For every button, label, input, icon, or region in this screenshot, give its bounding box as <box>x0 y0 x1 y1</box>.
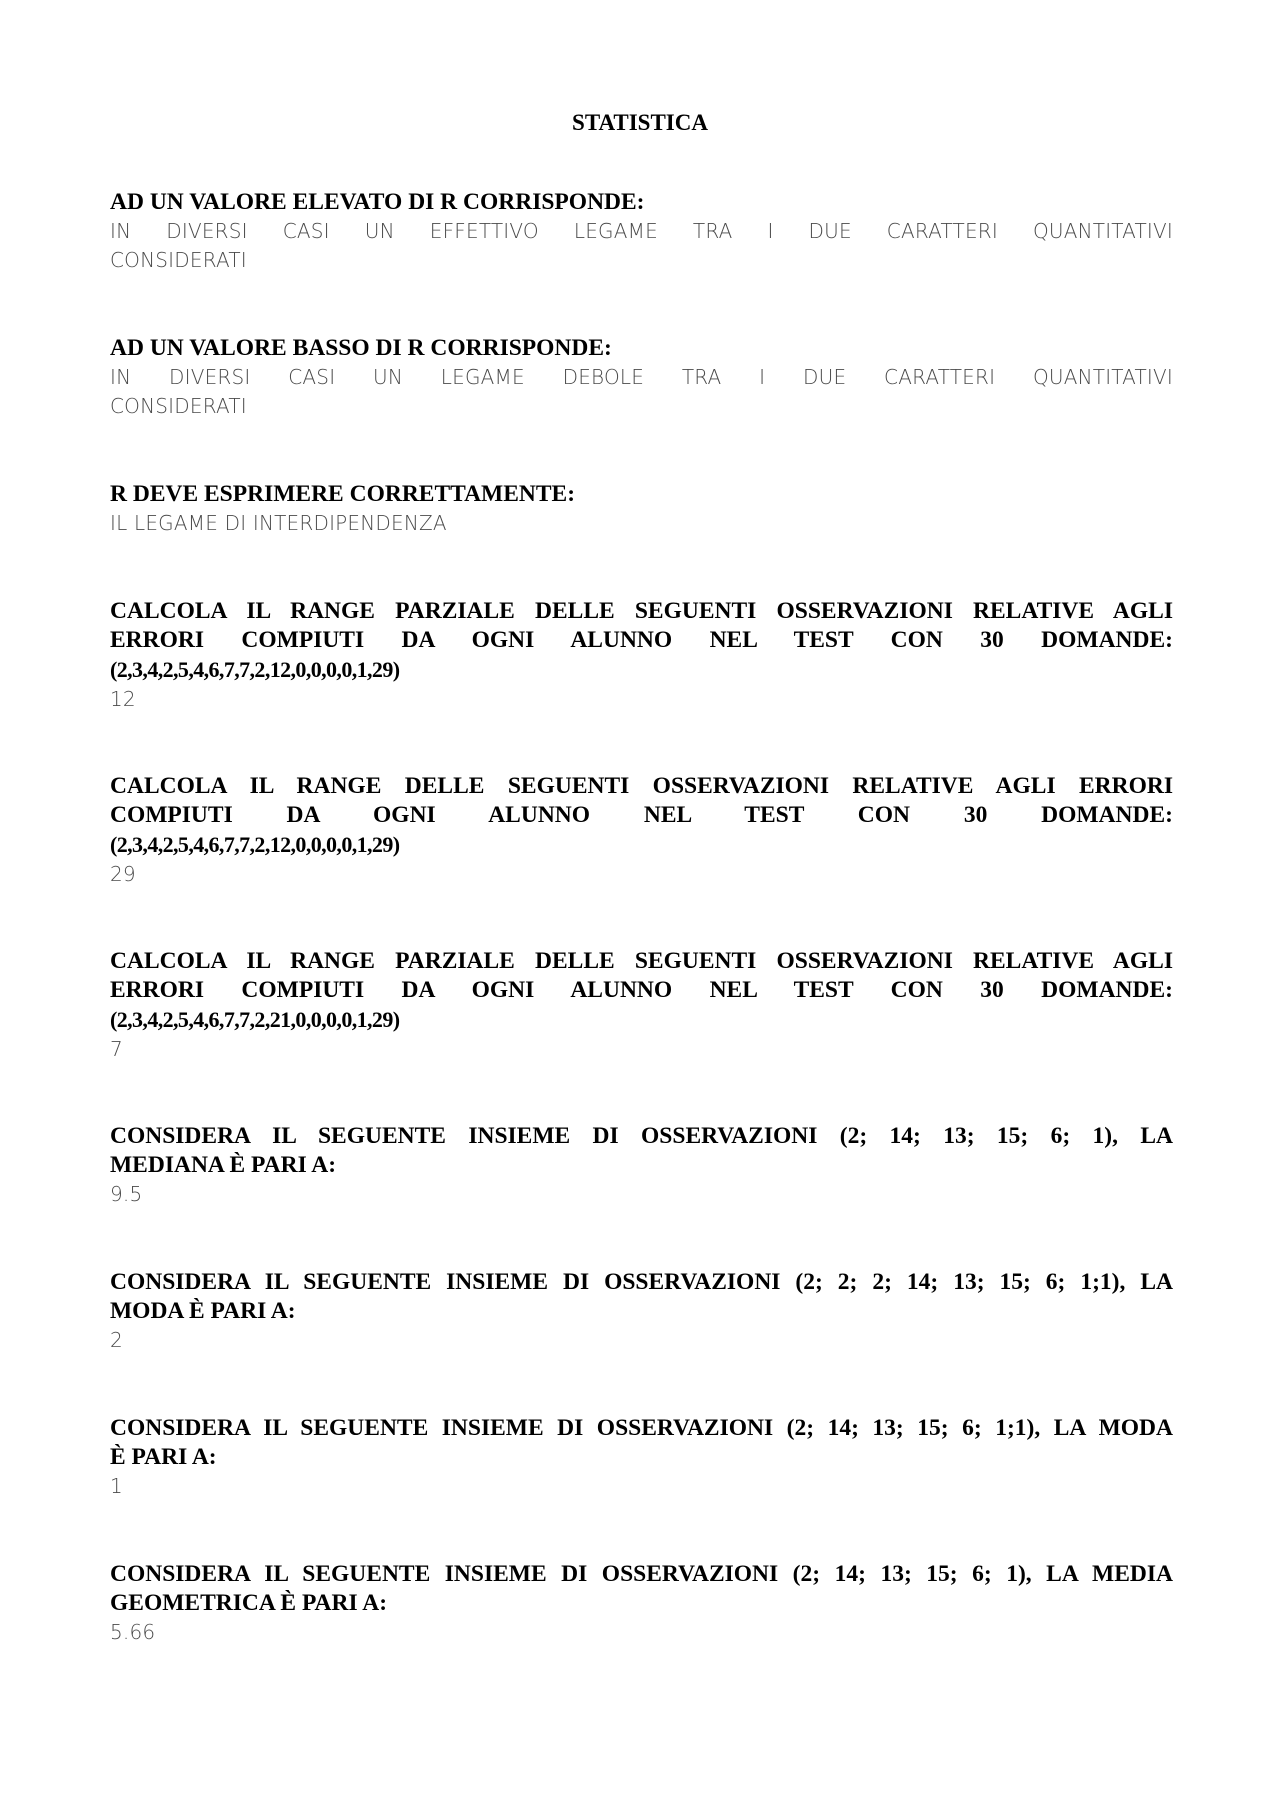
observation-values: (2,3,4,2,5,4,6,7,7,2,21,0,0,0,0,1,29) <box>110 1007 400 1032</box>
observation-values: (2,3,4,2,5,4,6,7,7,2,12,0,0,0,0,1,29) <box>110 832 400 857</box>
answer-text <box>110 217 1173 275</box>
qa-item <box>110 480 1173 538</box>
observation-values: (2,3,4,2,5,4,6,7,7,2,12,0,0,0,0,1,29) <box>110 657 400 682</box>
question-line: COMPIUTI DA OGNI ALUNNO NEL TEST CON 30 DOMANDE: <box>110 802 1173 828</box>
answer-line: 7 <box>110 1037 123 1061</box>
qa-item <box>110 597 1173 714</box>
question-line: CALCOLA IL RANGE PARZIALE DELLE SEGUENTI OSSERVAZIONI RELATIVE AGLI <box>110 598 1173 624</box>
answer-text <box>110 1472 1173 1501</box>
question-line: CALCOLA IL RANGE DELLE SEGUENTI OSSERVAZIONI RELATIVE AGLI ERRORI <box>110 773 1173 799</box>
answer-line: CONSIDERATI <box>110 248 247 272</box>
answer-line: 2 <box>110 1328 123 1352</box>
qa-item <box>110 1268 1173 1355</box>
qa-item <box>110 947 1173 1064</box>
question-line: ERRORI COMPIUTI DA OGNI ALUNNO NEL TEST CON 30 DOMANDE: <box>110 627 1173 653</box>
page-title: STATISTICA <box>572 110 708 135</box>
answer-text <box>110 860 1173 889</box>
question-text <box>110 1560 1173 1618</box>
question-text <box>110 1414 1173 1472</box>
question-text <box>110 480 1173 509</box>
question-line: GEOMETRICA È PARI A: <box>110 1590 388 1616</box>
question-text <box>110 597 1173 685</box>
answer-line: IL LEGAME DI INTERDIPENDENZA <box>110 511 447 535</box>
question-line: AD UN VALORE BASSO DI R CORRISPONDE: <box>110 335 612 361</box>
question-line: ERRORI COMPIUTI DA OGNI ALUNNO NEL TEST CON 30 DOMANDE: <box>110 977 1173 1003</box>
question-line: CONSIDERA IL SEGUENTE INSIEME DI OSSERVAZIONI (2; 14; 13; 15; 6; 1), LA MEDIA <box>110 1561 1173 1587</box>
answer-line: CONSIDERATI <box>110 394 247 418</box>
question-line: CALCOLA IL RANGE PARZIALE DELLE SEGUENTI OSSERVAZIONI RELATIVE AGLI <box>110 948 1173 974</box>
question-text <box>110 334 1173 363</box>
answer-line: 12 <box>110 687 136 711</box>
answer-line: 1 <box>110 1474 123 1498</box>
question-line: MEDIANA È PARI A: <box>110 1152 337 1178</box>
question-text <box>110 772 1173 860</box>
answer-text <box>110 1035 1173 1064</box>
question-line: R DEVE ESPRIMERE CORRETTAMENTE: <box>110 481 576 507</box>
answer-line: IN DIVERSI CASI UN EFFETTIVO LEGAME TRA I DUE CARATTERI QUANTITATIVI <box>110 219 1173 243</box>
answer-line: IN DIVERSI CASI UN LEGAME DEBOLE TRA I DUE CARATTERI QUANTITATIVI <box>110 365 1173 389</box>
qa-item <box>110 334 1173 421</box>
answer-text <box>110 1180 1173 1209</box>
question-text <box>110 1268 1173 1326</box>
answer-text <box>110 1326 1173 1355</box>
question-text <box>110 188 1173 217</box>
question-line: CONSIDERA IL SEGUENTE INSIEME DI OSSERVAZIONI (2; 2; 2; 14; 13; 15; 6; 1;1), LA <box>110 1269 1173 1295</box>
question-line: È PARI A: <box>110 1444 217 1470</box>
answer-text <box>110 509 1173 538</box>
qa-item <box>110 1414 1173 1501</box>
answer-line: 29 <box>110 862 136 886</box>
qa-item <box>110 1122 1173 1209</box>
question-line: AD UN VALORE ELEVATO DI R CORRISPONDE: <box>110 189 645 215</box>
qa-item <box>110 772 1173 889</box>
question-text <box>110 947 1173 1035</box>
answer-line: 5.66 <box>110 1620 156 1644</box>
qa-item <box>110 188 1173 275</box>
question-line: CONSIDERA IL SEGUENTE INSIEME DI OSSERVAZIONI (2; 14; 13; 15; 6; 1;1), LA MODA <box>110 1415 1173 1441</box>
answer-text <box>110 685 1173 714</box>
question-line: CONSIDERA IL SEGUENTE INSIEME DI OSSERVAZIONI (2; 14; 13; 15; 6; 1), LA <box>110 1123 1173 1149</box>
answer-text <box>110 1618 1173 1647</box>
question-line: MODA È PARI A: <box>110 1298 296 1324</box>
answer-text <box>110 363 1173 421</box>
question-text <box>110 1122 1173 1180</box>
qa-item <box>110 1560 1173 1647</box>
answer-line: 9.5 <box>110 1182 143 1206</box>
